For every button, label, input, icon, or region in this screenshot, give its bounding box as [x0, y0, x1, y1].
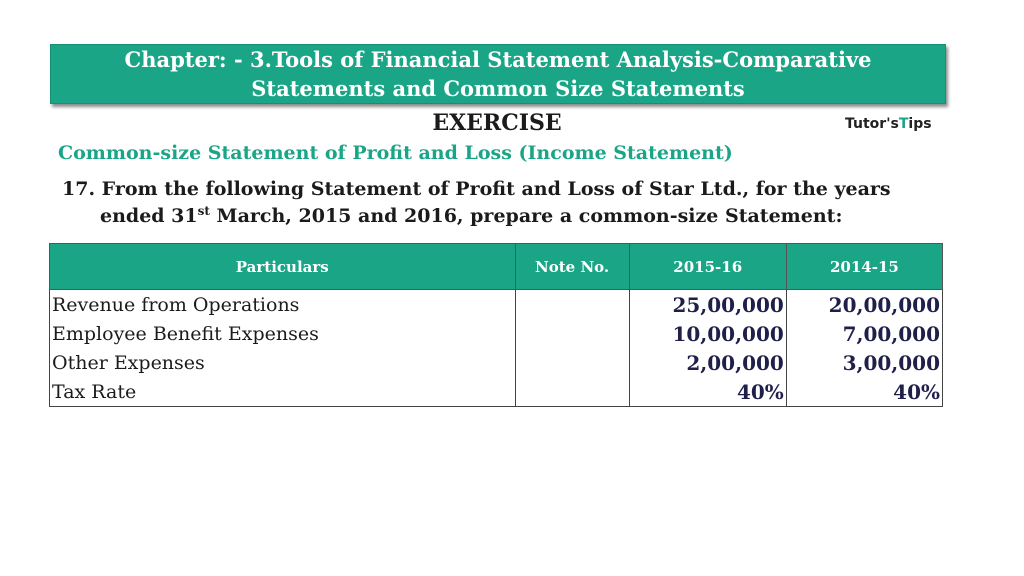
question-line-2-start: ended 31	[100, 205, 198, 227]
question-line-1: 17. From the following Statement of Profit and Loss of Star Ltd., for the years	[62, 178, 891, 200]
table-row	[50, 348, 943, 377]
logo-text-a: utor's	[853, 116, 899, 132]
logo-mark: T	[898, 116, 909, 132]
particular-cell: Revenue from Operations	[50, 290, 516, 320]
question-line-2-end: March, 2015 and 2016, prepare a common-size Statement:	[209, 205, 843, 227]
question-text	[62, 176, 891, 230]
header-note-no: Note No.	[515, 244, 629, 290]
profit-loss-table	[49, 243, 943, 407]
note-cell	[515, 290, 629, 320]
particular-cell: Tax Rate	[50, 377, 516, 407]
section-subtitle: Common-size Statement of Profit and Loss (Income Statement)	[58, 142, 733, 164]
value-2014-15-cell: 7,00,000	[786, 319, 942, 348]
table-row	[50, 319, 943, 348]
logo-letter-t: T	[845, 116, 854, 132]
value-2015-16-cell: 2,00,000	[629, 348, 786, 377]
header-2014-15: 2014-15	[786, 244, 942, 290]
table-row	[50, 290, 943, 320]
note-cell	[515, 319, 629, 348]
table-header-row	[50, 244, 943, 290]
chapter-title-line-1: Chapter: - 3.Tools of Financial Statement Analysis-Comparative	[124, 47, 872, 72]
ordinal-suffix: st	[197, 204, 210, 218]
particular-cell: Employee Benefit Expenses	[50, 319, 516, 348]
header-particulars: Particulars	[50, 244, 516, 290]
exercise-heading: EXERCISE	[432, 110, 562, 136]
chapter-title-line-2: Statements and Common Size Statements	[251, 76, 745, 101]
tutors-tips-logo	[845, 116, 932, 132]
value-2014-15-cell: 40%	[786, 377, 942, 407]
question-line-2	[62, 203, 891, 230]
particular-cell: Other Expenses	[50, 348, 516, 377]
value-2014-15-cell: 20,00,000	[786, 290, 942, 320]
value-2015-16-cell: 10,00,000	[629, 319, 786, 348]
note-cell	[515, 377, 629, 407]
value-2015-16-cell: 40%	[629, 377, 786, 407]
header-2015-16: 2015-16	[629, 244, 786, 290]
table-row	[50, 377, 943, 407]
note-cell	[515, 348, 629, 377]
value-2014-15-cell: 3,00,000	[786, 348, 942, 377]
logo-text-b: ips	[908, 116, 932, 132]
value-2015-16-cell: 25,00,000	[629, 290, 786, 320]
chapter-title-banner	[50, 44, 946, 104]
